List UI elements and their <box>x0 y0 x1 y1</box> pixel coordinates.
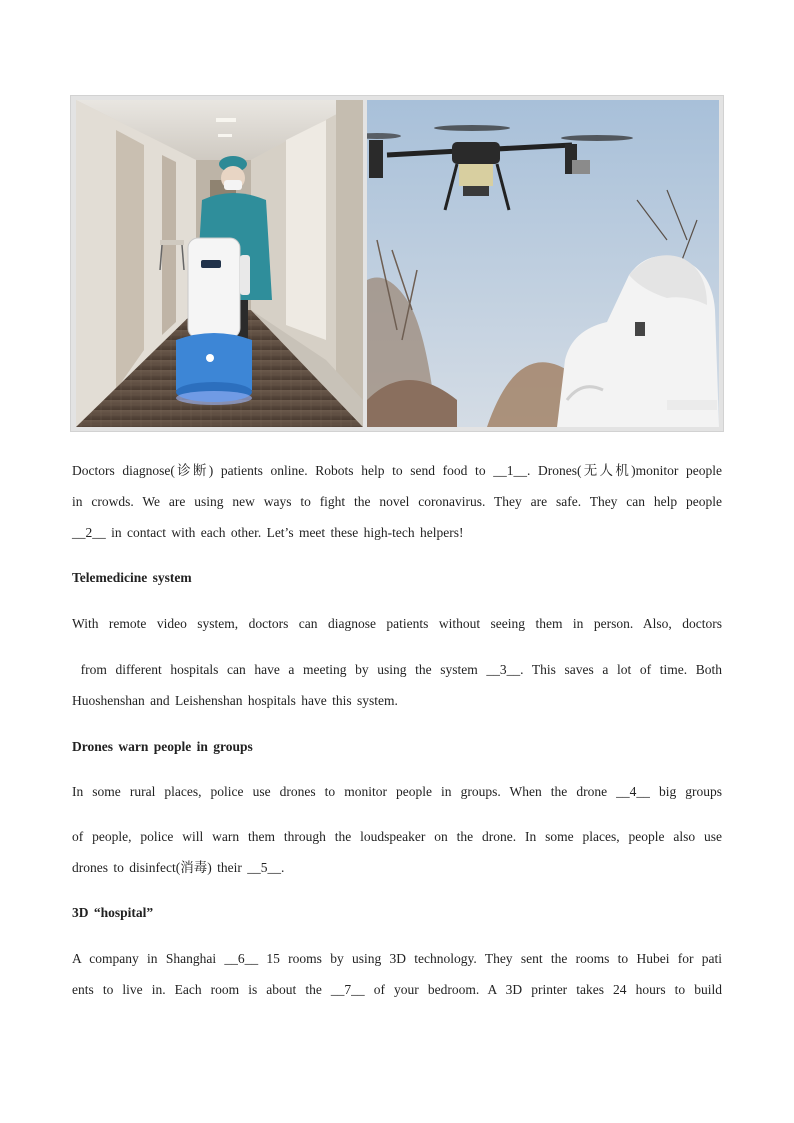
drone-photo <box>367 100 719 427</box>
section-heading-telemedicine: Telemedicine system <box>72 570 192 585</box>
robot-hallway-illustration <box>76 100 363 427</box>
robot-hallway-photo <box>76 100 363 427</box>
intro-line-1: Doctors diagnose(诊断) patients online. Robots help to send food to __1__. Drones(无人机)monitor people <box>72 463 722 478</box>
drone-illustration <box>367 100 719 427</box>
telemedicine-line-2: from different hospitals can have a meeting by using the system __3__. This saves a lot of time. Both <box>72 662 722 677</box>
telemedicine-line-3: Huoshenshan and Leishenshan hospitals have this system. <box>72 693 398 708</box>
telemedicine-line-1: With remote video system, doctors can diagnose patients without seeing them in person. Also, doctors <box>72 616 722 631</box>
drones-line-1: In some rural places, police use drones to monitor people in groups. When the drone __4__ big groups <box>72 784 722 799</box>
intro-line-3: __2__ in contact with each other. Let’s meet these high-tech helpers! <box>72 525 464 540</box>
photo-strip <box>70 95 724 432</box>
drones-line-2: of people, police will warn them through the loudspeaker on the drone. In some places, people also use <box>72 829 722 844</box>
3d-hospital-line-2: ents to live in. Each room is about the __7__ of your bedroom. A 3D printer takes 24 hours to build <box>72 982 722 997</box>
3d-hospital-line-1: A company in Shanghai __6__ 15 rooms by using 3D technology. They sent the rooms to Hubei for pati <box>72 951 722 966</box>
drones-line-3: drones to disinfect(消毒) their __5__. <box>72 860 285 875</box>
section-heading-3d-hospital: 3D “hospital” <box>72 905 154 920</box>
intro-line-2: in crowds. We are using new ways to fight the novel coronavirus. They are safe. They can help people <box>72 494 722 509</box>
section-heading-drones: Drones warn people in groups <box>72 739 253 754</box>
